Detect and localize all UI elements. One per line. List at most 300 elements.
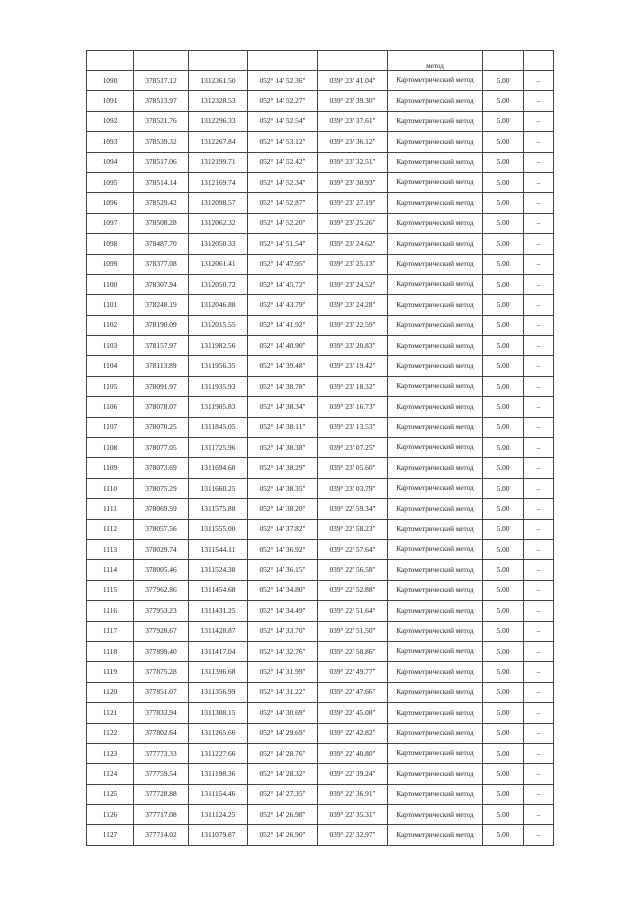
document-page [86, 50, 553, 846]
accuracy-cell: 5.00 [483, 499, 524, 519]
description-cell: – [524, 356, 554, 376]
accuracy-cell: 5.00 [483, 254, 524, 274]
method-cell: Картометрический метод [388, 111, 483, 131]
point-number-cell: 1106 [87, 397, 134, 417]
longitude-cell: 039° 22' 49.77" [318, 662, 388, 682]
description-cell: – [524, 805, 554, 825]
latitude-cell: 052° 14' 52.42" [248, 152, 318, 172]
accuracy-cell: 5.00 [483, 703, 524, 723]
accuracy-cell: 5.00 [483, 438, 524, 458]
accuracy-cell: 5.00 [483, 234, 524, 254]
x-coordinate-cell: 378078.07 [134, 397, 189, 417]
x-coordinate-cell: 377802.64 [134, 723, 189, 743]
x-coordinate-cell: 377899.40 [134, 641, 189, 661]
method-cell: Картометрический метод [388, 662, 483, 682]
table-cell [134, 51, 189, 71]
table-row [87, 152, 554, 172]
longitude-cell: 039° 23' 13.53" [318, 417, 388, 437]
description-cell: – [524, 132, 554, 152]
x-coordinate-cell: 378513.97 [134, 91, 189, 111]
x-coordinate-cell: 378377.08 [134, 254, 189, 274]
description-cell: – [524, 111, 554, 131]
point-number-cell: 1115 [87, 580, 134, 600]
x-coordinate-cell: 378517.06 [134, 152, 189, 172]
method-cell: метод [388, 51, 483, 71]
y-coordinate-cell: 1311124.25 [189, 805, 248, 825]
table-row [87, 621, 554, 641]
table-row [87, 641, 554, 661]
point-number-cell: 1090 [87, 71, 134, 91]
table-cell [87, 51, 134, 71]
longitude-cell: 039° 23' 36.12" [318, 132, 388, 152]
table-cell [524, 51, 554, 71]
accuracy-cell: 5.00 [483, 662, 524, 682]
point-number-cell: 1103 [87, 336, 134, 356]
method-cell: Картометрический метод [388, 417, 483, 437]
table-row-continued [87, 51, 554, 71]
table-row [87, 315, 554, 335]
accuracy-cell: 5.00 [483, 478, 524, 498]
longitude-cell: 039° 22' 40.80" [318, 743, 388, 763]
y-coordinate-cell: 1312061.41 [189, 254, 248, 274]
description-cell: – [524, 825, 554, 845]
accuracy-cell: 5.00 [483, 193, 524, 213]
accuracy-cell: 5.00 [483, 458, 524, 478]
description-cell: – [524, 295, 554, 315]
point-number-cell: 1097 [87, 213, 134, 233]
longitude-cell: 039° 22' 32.97" [318, 825, 388, 845]
longitude-cell: 039° 22' 36.91" [318, 784, 388, 804]
accuracy-cell: 5.00 [483, 336, 524, 356]
x-coordinate-cell: 377928.67 [134, 621, 189, 641]
accuracy-cell: 5.00 [483, 356, 524, 376]
point-number-cell: 1095 [87, 172, 134, 192]
table-row [87, 417, 554, 437]
y-coordinate-cell: 1311694.60 [189, 458, 248, 478]
table-row [87, 295, 554, 315]
table-row [87, 234, 554, 254]
method-cell: Картометрический метод [388, 91, 483, 111]
latitude-cell: 052° 14' 52.27" [248, 91, 318, 111]
y-coordinate-cell: 1311524.38 [189, 560, 248, 580]
point-number-cell: 1116 [87, 601, 134, 621]
description-cell: – [524, 315, 554, 335]
table-row [87, 764, 554, 784]
x-coordinate-cell: 378073.69 [134, 458, 189, 478]
latitude-cell: 052° 14' 38.20" [248, 499, 318, 519]
method-cell: Картометрический метод [388, 254, 483, 274]
x-coordinate-cell: 377875.28 [134, 662, 189, 682]
method-cell: Картометрический метод [388, 825, 483, 845]
x-coordinate-cell: 378091.97 [134, 376, 189, 396]
table-row [87, 682, 554, 702]
latitude-cell: 052° 14' 52.20" [248, 213, 318, 233]
y-coordinate-cell: 1311308.15 [189, 703, 248, 723]
x-coordinate-cell: 377833.94 [134, 703, 189, 723]
table-cell [189, 51, 248, 71]
table-row [87, 336, 554, 356]
latitude-cell: 052° 14' 31.99" [248, 662, 318, 682]
method-cell: Картометрический метод [388, 703, 483, 723]
table-row [87, 662, 554, 682]
x-coordinate-cell: 378521.76 [134, 111, 189, 131]
accuracy-cell: 5.00 [483, 539, 524, 559]
method-cell: Картометрический метод [388, 743, 483, 763]
point-number-cell: 1125 [87, 784, 134, 804]
table-row [87, 91, 554, 111]
description-cell: – [524, 458, 554, 478]
y-coordinate-cell: 1311660.25 [189, 478, 248, 498]
longitude-cell: 039° 22' 51.50" [318, 621, 388, 641]
latitude-cell: 052° 14' 52.87" [248, 193, 318, 213]
y-coordinate-cell: 1311575.88 [189, 499, 248, 519]
latitude-cell: 052° 14' 36.92" [248, 539, 318, 559]
accuracy-cell: 5.00 [483, 132, 524, 152]
latitude-cell: 052° 14' 26.98" [248, 805, 318, 825]
description-cell: – [524, 784, 554, 804]
longitude-cell: 039° 23' 05.60" [318, 458, 388, 478]
table-row [87, 438, 554, 458]
table-row [87, 356, 554, 376]
table-row [87, 71, 554, 91]
y-coordinate-cell: 1312361.50 [189, 71, 248, 91]
x-coordinate-cell: 377717.08 [134, 805, 189, 825]
table-row [87, 193, 554, 213]
method-cell: Картометрический метод [388, 295, 483, 315]
x-coordinate-cell: 378057.56 [134, 519, 189, 539]
accuracy-cell: 5.00 [483, 152, 524, 172]
latitude-cell: 052° 14' 52.54" [248, 111, 318, 131]
x-coordinate-cell: 378190.09 [134, 315, 189, 335]
method-cell: Картометрический метод [388, 478, 483, 498]
y-coordinate-cell: 1311431.25 [189, 601, 248, 621]
y-coordinate-cell: 1312098.57 [189, 193, 248, 213]
x-coordinate-cell: 378075.29 [134, 478, 189, 498]
table-cell [483, 51, 524, 71]
y-coordinate-cell: 1312062.32 [189, 213, 248, 233]
point-number-cell: 1127 [87, 825, 134, 845]
point-number-cell: 1119 [87, 662, 134, 682]
method-cell: Картометрический метод [388, 601, 483, 621]
description-cell: – [524, 519, 554, 539]
y-coordinate-cell: 1312046.88 [189, 295, 248, 315]
description-cell: – [524, 71, 554, 91]
accuracy-cell: 5.00 [483, 560, 524, 580]
method-cell: Картометрический метод [388, 458, 483, 478]
method-cell: Картометрический метод [388, 193, 483, 213]
latitude-cell: 052° 14' 45.72" [248, 274, 318, 294]
description-cell: – [524, 641, 554, 661]
latitude-cell: 052° 14' 37.82" [248, 519, 318, 539]
accuracy-cell: 5.00 [483, 601, 524, 621]
point-number-cell: 1092 [87, 111, 134, 131]
point-number-cell: 1117 [87, 621, 134, 641]
method-cell: Картометрический метод [388, 132, 483, 152]
y-coordinate-cell: 1311198.36 [189, 764, 248, 784]
longitude-cell: 039° 22' 58.23" [318, 519, 388, 539]
x-coordinate-cell: 378514.14 [134, 172, 189, 192]
method-cell: Картометрический метод [388, 152, 483, 172]
table-body [87, 51, 554, 846]
description-cell: – [524, 580, 554, 600]
x-coordinate-cell: 377759.54 [134, 764, 189, 784]
accuracy-cell: 5.00 [483, 397, 524, 417]
point-number-cell: 1093 [87, 132, 134, 152]
method-cell: Картометрический метод [388, 764, 483, 784]
table-row [87, 274, 554, 294]
latitude-cell: 052° 14' 34.80" [248, 580, 318, 600]
table-row [87, 376, 554, 396]
latitude-cell: 052° 14' 26.90" [248, 825, 318, 845]
method-cell: Картометрический метод [388, 397, 483, 417]
point-number-cell: 1107 [87, 417, 134, 437]
method-cell: Картометрический метод [388, 641, 483, 661]
accuracy-cell: 5.00 [483, 91, 524, 111]
description-cell: – [524, 336, 554, 356]
method-cell: Картометрический метод [388, 805, 483, 825]
table-cell [248, 51, 318, 71]
y-coordinate-cell: 1311265.66 [189, 723, 248, 743]
latitude-cell: 052° 14' 29.69" [248, 723, 318, 743]
description-cell: – [524, 234, 554, 254]
longitude-cell: 039° 23' 07.25" [318, 438, 388, 458]
longitude-cell: 039° 23' 22.59" [318, 315, 388, 335]
point-number-cell: 1096 [87, 193, 134, 213]
x-coordinate-cell: 378248.19 [134, 295, 189, 315]
accuracy-cell: 5.00 [483, 213, 524, 233]
accuracy-cell: 5.00 [483, 784, 524, 804]
method-cell: Картометрический метод [388, 580, 483, 600]
point-number-cell: 1091 [87, 91, 134, 111]
x-coordinate-cell: 377962.86 [134, 580, 189, 600]
x-coordinate-cell: 378529.42 [134, 193, 189, 213]
y-coordinate-cell: 1312169.74 [189, 172, 248, 192]
longitude-cell: 039° 23' 25.13" [318, 254, 388, 274]
longitude-cell: 039° 22' 35.31" [318, 805, 388, 825]
longitude-cell: 039° 22' 51.64" [318, 601, 388, 621]
latitude-cell: 052° 14' 52.34" [248, 172, 318, 192]
table-row [87, 397, 554, 417]
accuracy-cell: 5.00 [483, 519, 524, 539]
table-row [87, 703, 554, 723]
point-number-cell: 1113 [87, 539, 134, 559]
y-coordinate-cell: 1311428.87 [189, 621, 248, 641]
table-row [87, 539, 554, 559]
method-cell: Картометрический метод [388, 336, 483, 356]
description-cell: – [524, 682, 554, 702]
accuracy-cell: 5.00 [483, 580, 524, 600]
table-row [87, 111, 554, 131]
description-cell: – [524, 376, 554, 396]
accuracy-cell: 5.00 [483, 743, 524, 763]
latitude-cell: 052° 14' 51.54" [248, 234, 318, 254]
longitude-cell: 039° 23' 03.79" [318, 478, 388, 498]
accuracy-cell: 5.00 [483, 71, 524, 91]
point-number-cell: 1104 [87, 356, 134, 376]
latitude-cell: 052° 14' 39.48" [248, 356, 318, 376]
longitude-cell: 039° 23' 24.52" [318, 274, 388, 294]
table-row [87, 478, 554, 498]
method-cell: Картометрический метод [388, 356, 483, 376]
latitude-cell: 052° 14' 38.29" [248, 458, 318, 478]
point-number-cell: 1124 [87, 764, 134, 784]
point-number-cell: 1121 [87, 703, 134, 723]
latitude-cell: 052° 14' 41.92" [248, 315, 318, 335]
longitude-cell: 039° 22' 52.88" [318, 580, 388, 600]
longitude-cell: 039° 23' 37.61" [318, 111, 388, 131]
y-coordinate-cell: 1312199.71 [189, 152, 248, 172]
table-row [87, 519, 554, 539]
description-cell: – [524, 539, 554, 559]
latitude-cell: 052° 14' 53.12" [248, 132, 318, 152]
longitude-cell: 039° 22' 39.24" [318, 764, 388, 784]
latitude-cell: 052° 14' 38.34" [248, 397, 318, 417]
point-number-cell: 1102 [87, 315, 134, 335]
y-coordinate-cell: 1311079.87 [189, 825, 248, 845]
x-coordinate-cell: 378508.28 [134, 213, 189, 233]
description-cell: – [524, 417, 554, 437]
y-coordinate-cell: 1311356.99 [189, 682, 248, 702]
longitude-cell: 039° 23' 32.51" [318, 152, 388, 172]
table-row [87, 580, 554, 600]
x-coordinate-cell: 378077.05 [134, 438, 189, 458]
method-cell: Картометрический метод [388, 234, 483, 254]
latitude-cell: 052° 14' 28.32" [248, 764, 318, 784]
x-coordinate-cell: 377714.02 [134, 825, 189, 845]
accuracy-cell: 5.00 [483, 825, 524, 845]
x-coordinate-cell: 378487.70 [134, 234, 189, 254]
method-cell: Картометрический метод [388, 172, 483, 192]
x-coordinate-cell: 378069.59 [134, 499, 189, 519]
y-coordinate-cell: 1311982.56 [189, 336, 248, 356]
description-cell: – [524, 478, 554, 498]
table-row [87, 254, 554, 274]
latitude-cell: 052° 14' 30.69" [248, 703, 318, 723]
x-coordinate-cell: 378539.32 [134, 132, 189, 152]
x-coordinate-cell: 378157.97 [134, 336, 189, 356]
method-cell: Картометрический метод [388, 213, 483, 233]
method-cell: Картометрический метод [388, 784, 483, 804]
y-coordinate-cell: 1312267.84 [189, 132, 248, 152]
x-coordinate-cell: 377851.07 [134, 682, 189, 702]
y-coordinate-cell: 1311154.46 [189, 784, 248, 804]
longitude-cell: 039° 23' 25.26" [318, 213, 388, 233]
method-cell: Картометрический метод [388, 438, 483, 458]
description-cell: – [524, 172, 554, 192]
longitude-cell: 039° 22' 56.58" [318, 560, 388, 580]
accuracy-cell: 5.00 [483, 723, 524, 743]
method-cell: Картометрический метод [388, 71, 483, 91]
accuracy-cell: 5.00 [483, 172, 524, 192]
latitude-cell: 052° 14' 43.79" [248, 295, 318, 315]
point-number-cell: 1099 [87, 254, 134, 274]
description-cell: – [524, 764, 554, 784]
description-cell: – [524, 560, 554, 580]
point-number-cell: 1123 [87, 743, 134, 763]
table-row [87, 601, 554, 621]
description-cell: – [524, 193, 554, 213]
x-coordinate-cell: 377728.88 [134, 784, 189, 804]
description-cell: – [524, 703, 554, 723]
point-number-cell: 1122 [87, 723, 134, 743]
latitude-cell: 052° 14' 47.95" [248, 254, 318, 274]
table-row [87, 132, 554, 152]
accuracy-cell: 5.00 [483, 376, 524, 396]
coordinates-table [86, 50, 554, 846]
latitude-cell: 052° 14' 34.49" [248, 601, 318, 621]
description-cell: – [524, 397, 554, 417]
method-cell: Картометрический метод [388, 560, 483, 580]
latitude-cell: 052° 14' 52.36" [248, 71, 318, 91]
method-cell: Картометрический метод [388, 682, 483, 702]
method-cell: Картометрический метод [388, 274, 483, 294]
latitude-cell: 052° 14' 40.90" [248, 336, 318, 356]
description-cell: – [524, 601, 554, 621]
y-coordinate-cell: 1311544.11 [189, 539, 248, 559]
method-cell: Картометрический метод [388, 315, 483, 335]
accuracy-cell: 5.00 [483, 274, 524, 294]
description-cell: – [524, 499, 554, 519]
y-coordinate-cell: 1311396.68 [189, 662, 248, 682]
y-coordinate-cell: 1311935.93 [189, 376, 248, 396]
table-row [87, 825, 554, 845]
longitude-cell: 039° 23' 27.19" [318, 193, 388, 213]
y-coordinate-cell: 1312015.55 [189, 315, 248, 335]
method-cell: Картометрический метод [388, 621, 483, 641]
description-cell: – [524, 743, 554, 763]
accuracy-cell: 5.00 [483, 641, 524, 661]
latitude-cell: 052° 14' 38.35" [248, 478, 318, 498]
longitude-cell: 039° 22' 50.86" [318, 641, 388, 661]
table-row [87, 458, 554, 478]
table-row [87, 784, 554, 804]
point-number-cell: 1114 [87, 560, 134, 580]
x-coordinate-cell: 378307.94 [134, 274, 189, 294]
y-coordinate-cell: 1311227.66 [189, 743, 248, 763]
longitude-cell: 039° 22' 57.64" [318, 539, 388, 559]
longitude-cell: 039° 22' 42.82" [318, 723, 388, 743]
description-cell: – [524, 274, 554, 294]
longitude-cell: 039° 23' 16.73" [318, 397, 388, 417]
y-coordinate-cell: 1311555.00 [189, 519, 248, 539]
point-number-cell: 1120 [87, 682, 134, 702]
point-number-cell: 1100 [87, 274, 134, 294]
longitude-cell: 039° 23' 41.04" [318, 71, 388, 91]
latitude-cell: 052° 14' 28.76" [248, 743, 318, 763]
y-coordinate-cell: 1312296.33 [189, 111, 248, 131]
point-number-cell: 1110 [87, 478, 134, 498]
point-number-cell: 1105 [87, 376, 134, 396]
description-cell: – [524, 621, 554, 641]
accuracy-cell: 5.00 [483, 295, 524, 315]
accuracy-cell: 5.00 [483, 764, 524, 784]
y-coordinate-cell: 1311956.35 [189, 356, 248, 376]
latitude-cell: 052° 14' 38.38" [248, 438, 318, 458]
longitude-cell: 039° 23' 24.62" [318, 234, 388, 254]
table-row [87, 723, 554, 743]
y-coordinate-cell: 1312328.53 [189, 91, 248, 111]
x-coordinate-cell: 378005.46 [134, 560, 189, 580]
description-cell: – [524, 254, 554, 274]
x-coordinate-cell: 378070.25 [134, 417, 189, 437]
latitude-cell: 052° 14' 38.11" [248, 417, 318, 437]
latitude-cell: 052° 14' 33.70" [248, 621, 318, 641]
y-coordinate-cell: 1311725.96 [189, 438, 248, 458]
table-row [87, 805, 554, 825]
method-cell: Картометрический метод [388, 376, 483, 396]
longitude-cell: 039° 23' 24.28" [318, 295, 388, 315]
longitude-cell: 039° 22' 47.66" [318, 682, 388, 702]
